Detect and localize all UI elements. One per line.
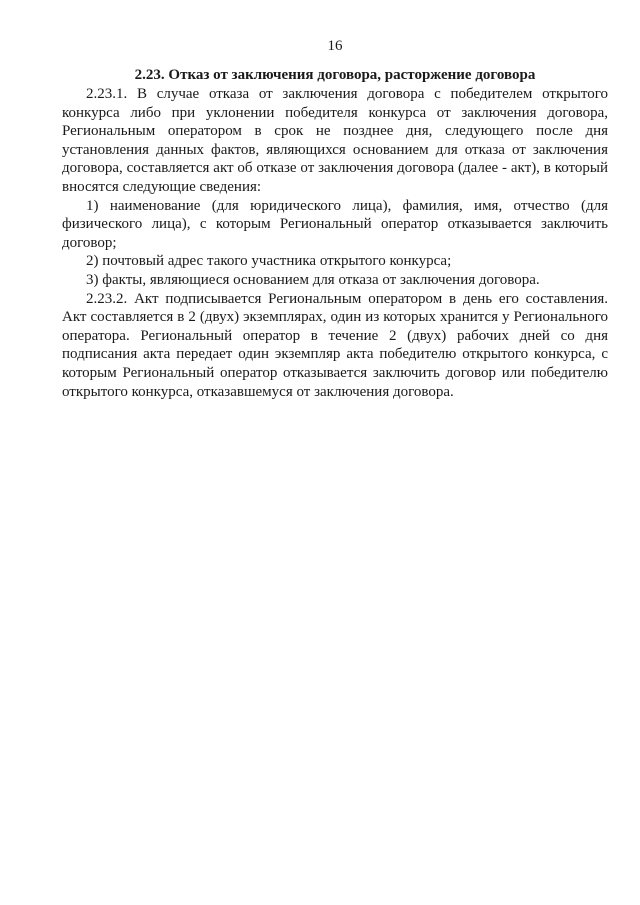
paragraph-2-23-1: 2.23.1. В случае отказа от заключения договора с победителем открытого конкурса либо при уклонении победителя конкурса от заключения договора, Региональным оператором в срок не позднее дня, следующего после дня установления данных фактов, являющихся основанием для отказа от заключения договора, составляется акт об отказе от заключения договора (далее - акт), в который вносятся следующие сведения: xyxy=(62,86,608,195)
section-title: 2.23. Отказ от заключения договора, расторжение договора xyxy=(134,67,536,83)
document-page xyxy=(62,36,608,401)
list-item-2: 2) почтовый адрес такого участника открытого конкурса; xyxy=(86,253,452,270)
list-item-3: 3) факты, являющиеся основанием для отказа от заключения договора. xyxy=(86,271,540,288)
page-number: 16 xyxy=(327,38,343,54)
paragraph-2-23-2: 2.23.2. Акт подписывается Региональным оператором в день его составления. Акт составляется в 2 (двух) экземплярах, один из которых хранится у Регионального оператора. Региональный оператор в течение 2 (двух) рабочих дней со дня подписания акта передает один экземпляр акта победителю открытого конкурса, с которым Региональный оператор отказывается заключить договор или победителю открытого конкурса, отказавшемуся от заключения договора. xyxy=(62,290,608,400)
list-item-1: 1) наименование (для юридического лица), фамилия, имя, отчество (для физического лица), с которым Региональный оператор отказывается заключить договор; xyxy=(62,197,608,251)
